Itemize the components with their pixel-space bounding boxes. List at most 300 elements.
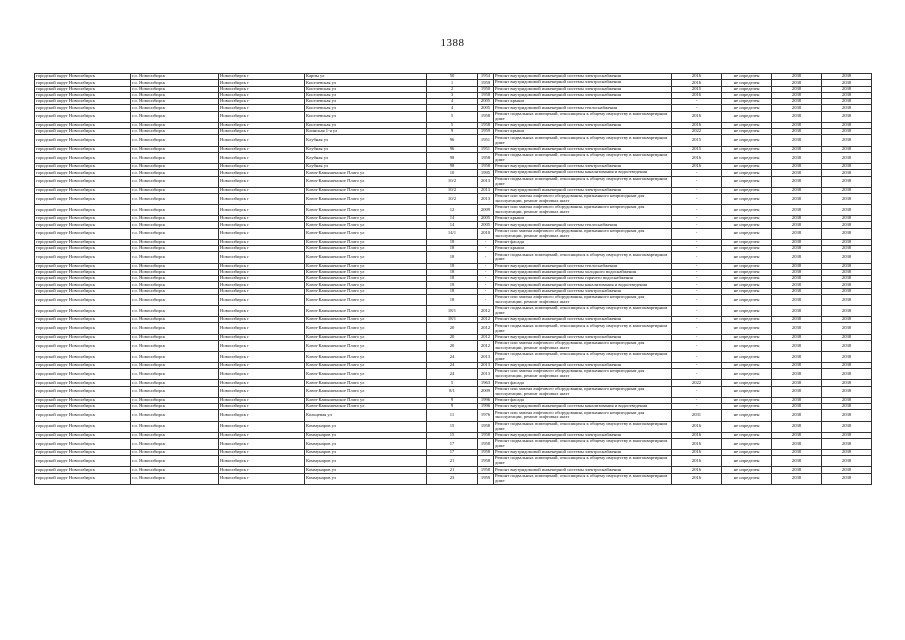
cell-plan-year-start: 2038 [772, 386, 822, 397]
cell-status: не определен [722, 152, 772, 163]
cell-settlement: Новосибирск г [219, 282, 305, 288]
cell-work-type: Ремонт фасада [494, 397, 672, 403]
cell-okrug: городской округ Новосибирск [35, 282, 131, 288]
cell-plan-year-start: 2038 [772, 369, 822, 380]
cell-plan-year-end: 2038 [822, 334, 872, 340]
cell-last-repair-year: - [672, 306, 722, 317]
cell-build-year: - [478, 282, 494, 288]
cell-plan-year-end: 2038 [822, 228, 872, 239]
cell-work-type: Ремонт внутридомовой инженерной системы электроснабжения [494, 317, 672, 323]
cell-last-repair-year: - [672, 351, 722, 362]
cell-house-number: 98 [427, 163, 478, 169]
table-row [35, 176, 872, 187]
cell-last-repair-year: 2016 [672, 122, 722, 128]
cell-status: не определен [722, 340, 772, 351]
cell-work-type: Ремонт фасада [494, 239, 672, 245]
cell-street: Ключ-Камышенское Плато ул [305, 397, 427, 403]
cell-plan-year-start: 2038 [772, 105, 822, 111]
cell-house-number: 18 [427, 294, 478, 305]
cell-build-year: - [478, 269, 494, 275]
cell-plan-year-start: 2038 [772, 282, 822, 288]
cell-okrug: городской округ Новосибирск [35, 92, 131, 98]
cell-house-number: 2 [427, 86, 478, 92]
cell-street: Клинская 1-я ул [305, 129, 427, 135]
cell-build-year: 1963 [478, 380, 494, 386]
table-row [35, 397, 872, 403]
cell-build-year: 2012 [478, 306, 494, 317]
cell-okrug: городской округ Новосибирск [35, 432, 131, 438]
cell-city-okrug: г.о. Новосибирск [131, 92, 219, 98]
cell-street: Клубная ул [305, 152, 427, 163]
cell-settlement: Новосибирск г [219, 351, 305, 362]
cell-plan-year-end: 2038 [822, 222, 872, 228]
cell-house-number: 18 [427, 239, 478, 245]
cell-house-number: 14 [427, 222, 478, 228]
cell-house-number: 11 [427, 410, 478, 421]
cell-settlement: Новосибирск г [219, 438, 305, 449]
cell-plan-year-end: 2038 [822, 317, 872, 323]
cell-build-year: 2005 [478, 99, 494, 105]
cell-status: не определен [722, 386, 772, 397]
cell-status: не определен [722, 421, 772, 432]
cell-settlement: Новосибирск г [219, 99, 305, 105]
table-row [35, 86, 872, 92]
cell-work-type: Ремонт внутридомовой инженерной системы горячего водоснабжения [494, 276, 672, 282]
cell-build-year: 1958 [478, 438, 494, 449]
cell-plan-year-start: 2038 [772, 288, 822, 294]
cell-house-number: 9 [427, 404, 478, 410]
cell-last-repair-year: - [672, 263, 722, 269]
cell-status: не определен [722, 410, 772, 421]
cell-plan-year-end: 2038 [822, 269, 872, 275]
cell-street: Кольцевая ул [305, 410, 427, 421]
cell-house-number: 3 [427, 92, 478, 98]
cell-plan-year-end: 2038 [822, 80, 872, 86]
cell-work-type: Ремонт подвальных помещений, относящихся к общему имуществу в многоквартирном доме [494, 438, 672, 449]
cell-plan-year-end: 2038 [822, 438, 872, 449]
cell-status: не определен [722, 438, 772, 449]
cell-work-type: Ремонт внутридомовой инженерной системы канализования и водоотведения [494, 170, 672, 176]
cell-plan-year-end: 2038 [822, 340, 872, 351]
cell-build-year: - [478, 252, 494, 263]
cell-street: Клубная ул [305, 163, 427, 169]
cell-plan-year-end: 2038 [822, 92, 872, 98]
cell-city-okrug: г.о. Новосибирск [131, 176, 219, 187]
cell-last-repair-year: - [672, 340, 722, 351]
cell-street: Карпы ул [305, 74, 427, 80]
table-row [35, 216, 872, 222]
cell-house-number: 1 [427, 80, 478, 86]
cell-house-number: 4 [427, 105, 478, 111]
cell-last-repair-year: - [672, 334, 722, 340]
cell-settlement: Новосибирск г [219, 222, 305, 228]
cell-plan-year-end: 2038 [822, 152, 872, 163]
cell-work-type: Ремонт внутридомовой инженерной системы теплоснабжения [494, 263, 672, 269]
cell-status: не определен [722, 450, 772, 456]
cell-plan-year-end: 2038 [822, 170, 872, 176]
cell-status: не определен [722, 306, 772, 317]
table-row [35, 252, 872, 263]
cell-house-number: 17 [427, 438, 478, 449]
cell-city-okrug: г.о. Новосибирск [131, 317, 219, 323]
cell-plan-year-start: 2038 [772, 170, 822, 176]
cell-plan-year-start: 2038 [772, 129, 822, 135]
cell-work-type: Ремонт или замена лифтового оборудования, признанного непригодным для эксплуатации, ремонт лифтовых шахт [494, 294, 672, 305]
cell-house-number: 18 [427, 246, 478, 252]
cell-plan-year-start: 2038 [772, 146, 822, 152]
cell-settlement: Новосибирск г [219, 380, 305, 386]
cell-city-okrug: г.о. Новосибирск [131, 99, 219, 105]
cell-plan-year-end: 2038 [822, 135, 872, 146]
cell-plan-year-start: 2038 [772, 467, 822, 473]
cell-last-repair-year: - [672, 246, 722, 252]
cell-plan-year-start: 2038 [772, 456, 822, 467]
cell-settlement: Новосибирск г [219, 252, 305, 263]
cell-status: не определен [722, 269, 772, 275]
cell-plan-year-end: 2038 [822, 111, 872, 122]
cell-city-okrug: г.о. Новосибирск [131, 397, 219, 403]
cell-okrug: городской округ Новосибирск [35, 269, 131, 275]
cell-plan-year-start: 2038 [772, 450, 822, 456]
table-row [35, 170, 872, 176]
cell-okrug: городской округ Новосибирск [35, 369, 131, 380]
cell-plan-year-end: 2038 [822, 187, 872, 193]
cell-house-number: 8/1 [427, 386, 478, 397]
cell-settlement: Новосибирск г [219, 410, 305, 421]
cell-house-number: 10/2 [427, 176, 478, 187]
cell-okrug: городской округ Новосибирск [35, 467, 131, 473]
cell-city-okrug: г.о. Новосибирск [131, 246, 219, 252]
cell-settlement: Новосибирск г [219, 386, 305, 397]
table-row [35, 152, 872, 163]
cell-work-type: Ремонт подвальных помещений, относящихся к общему имуществу в многоквартирном доме [494, 351, 672, 362]
cell-plan-year-end: 2038 [822, 467, 872, 473]
cell-work-type: Ремонт внутридомовой инженерной системы электроснабжения [494, 92, 672, 98]
cell-last-repair-year: - [672, 222, 722, 228]
cell-last-repair-year: - [672, 386, 722, 397]
cell-settlement: Новосибирск г [219, 92, 305, 98]
cell-settlement: Новосибирск г [219, 288, 305, 294]
cell-plan-year-start: 2038 [772, 397, 822, 403]
cell-city-okrug: г.о. Новосибирск [131, 306, 219, 317]
cell-last-repair-year: - [672, 269, 722, 275]
cell-last-repair-year: - [672, 170, 722, 176]
cell-plan-year-start: 2038 [772, 294, 822, 305]
cell-work-type: Ремонт внутридомовой инженерной системы электроснабжения [494, 146, 672, 152]
table-row [35, 193, 872, 204]
cell-settlement: Новосибирск г [219, 80, 305, 86]
cell-build-year: 2009 [478, 386, 494, 397]
cell-plan-year-start: 2038 [772, 205, 822, 216]
cell-city-okrug: г.о. Новосибирск [131, 473, 219, 484]
cell-okrug: городской округ Новосибирск [35, 410, 131, 421]
table-row [35, 228, 872, 239]
cell-street: Ключ-Камышенское Плато ул [305, 269, 427, 275]
cell-work-type: Ремонт внутридомовой инженерной системы электроснабжения [494, 432, 672, 438]
cell-settlement: Новосибирск г [219, 306, 305, 317]
cell-city-okrug: г.о. Новосибирск [131, 222, 219, 228]
cell-okrug: городской округ Новосибирск [35, 122, 131, 128]
cell-status: не определен [722, 146, 772, 152]
table-row [35, 317, 872, 323]
cell-city-okrug: г.о. Новосибирск [131, 111, 219, 122]
cell-build-year: 1958 [478, 152, 494, 163]
cell-city-okrug: г.о. Новосибирск [131, 170, 219, 176]
cell-city-okrug: г.о. Новосибирск [131, 438, 219, 449]
cell-settlement: Новосибирск г [219, 340, 305, 351]
cell-okrug: городской округ Новосибирск [35, 276, 131, 282]
cell-house-number: 17 [427, 450, 478, 456]
cell-okrug: городской округ Новосибирск [35, 263, 131, 269]
cell-last-repair-year: - [672, 216, 722, 222]
cell-okrug: городской округ Новосибирск [35, 152, 131, 163]
cell-okrug: городской округ Новосибирск [35, 421, 131, 432]
cell-city-okrug: г.о. Новосибирск [131, 252, 219, 263]
cell-house-number: 23 [427, 473, 478, 484]
cell-house-number: 9 [427, 397, 478, 403]
cell-last-repair-year: 2016 [672, 92, 722, 98]
cell-status: не определен [722, 228, 772, 239]
cell-build-year: 1958 [478, 122, 494, 128]
cell-city-okrug: г.о. Новосибирск [131, 122, 219, 128]
cell-settlement: Новосибирск г [219, 228, 305, 239]
cell-okrug: городской округ Новосибирск [35, 163, 131, 169]
cell-work-type: Ремонт подвальных помещений, относящихся к общему имуществу в многоквартирном доме [494, 323, 672, 334]
cell-last-repair-year: 2022 [672, 129, 722, 135]
cell-plan-year-end: 2038 [822, 176, 872, 187]
cell-plan-year-end: 2038 [822, 369, 872, 380]
cell-work-type: Ремонт или замена лифтового оборудования, признанного непригодным для эксплуатации, ремонт лифтовых шахт [494, 228, 672, 239]
cell-street: Коммунаров ул [305, 421, 427, 432]
cell-build-year: - [478, 294, 494, 305]
cell-settlement: Новосибирск г [219, 323, 305, 334]
cell-house-number: 18 [427, 276, 478, 282]
cell-status: не определен [722, 129, 772, 135]
cell-house-number: 5 [427, 122, 478, 128]
cell-street: Коммунаров ул [305, 456, 427, 467]
cell-okrug: городской округ Новосибирск [35, 340, 131, 351]
cell-work-type: Ремонт крыши [494, 246, 672, 252]
cell-street: Ключ-Камышенское Плато ул [305, 216, 427, 222]
cell-plan-year-end: 2038 [822, 456, 872, 467]
cell-street: Ключ-Камышенское Плато ул [305, 170, 427, 176]
cell-street: Ключ-Камышенское Плато ул [305, 246, 427, 252]
cell-okrug: городской округ Новосибирск [35, 450, 131, 456]
cell-status: не определен [722, 323, 772, 334]
cell-okrug: городской округ Новосибирск [35, 351, 131, 362]
table-row [35, 163, 872, 169]
cell-build-year: 1958 [478, 450, 494, 456]
cell-settlement: Новосибирск г [219, 317, 305, 323]
cell-last-repair-year: - [672, 105, 722, 111]
cell-house-number: 20 [427, 323, 478, 334]
cell-house-number: 14/1 [427, 228, 478, 239]
cell-house-number: 10 [427, 170, 478, 176]
cell-plan-year-start: 2038 [772, 438, 822, 449]
cell-plan-year-start: 2038 [772, 222, 822, 228]
cell-street: Ключ-Камышенское Плато ул [305, 317, 427, 323]
cell-build-year: 2012 [478, 340, 494, 351]
cell-city-okrug: г.о. Новосибирск [131, 380, 219, 386]
cell-okrug: городской округ Новосибирск [35, 363, 131, 369]
cell-last-repair-year: - [672, 404, 722, 410]
cell-status: не определен [722, 246, 772, 252]
cell-street: Ключ-Камышенское Плато ул [305, 363, 427, 369]
cell-street: Ключ-Камышенское Плато ул [305, 294, 427, 305]
cell-work-type: Ремонт крыши [494, 129, 672, 135]
cell-work-type: Ремонт внутридомовой инженерной системы электроснабжения [494, 450, 672, 456]
table-row [35, 421, 872, 432]
table-row [35, 369, 872, 380]
cell-settlement: Новосибирск г [219, 397, 305, 403]
table-row [35, 74, 872, 80]
table-row [35, 438, 872, 449]
cell-status: не определен [722, 74, 772, 80]
cell-build-year: 2013 [478, 363, 494, 369]
cell-city-okrug: г.о. Новосибирск [131, 404, 219, 410]
cell-settlement: Новосибирск г [219, 122, 305, 128]
cell-work-type: Ремонт или замена лифтового оборудования, признанного непригодным для эксплуатации, ремонт лифтовых шахт [494, 340, 672, 351]
cell-build-year: 2012 [478, 323, 494, 334]
cell-work-type: Ремонт внутридомовой инженерной системы электроснабжения [494, 363, 672, 369]
cell-house-number: 10/2 [427, 187, 478, 193]
table-row [35, 92, 872, 98]
cell-plan-year-end: 2038 [822, 363, 872, 369]
cell-work-type: Ремонт внутридомовой инженерной системы электроснабжения [494, 288, 672, 294]
cell-last-repair-year: 2016 [672, 473, 722, 484]
cell-street: Ключ-Камышенское Плато ул [305, 369, 427, 380]
cell-plan-year-end: 2038 [822, 306, 872, 317]
cell-build-year: 1996 [478, 404, 494, 410]
cell-status: не определен [722, 86, 772, 92]
cell-okrug: городской округ Новосибирск [35, 193, 131, 204]
cell-plan-year-start: 2038 [772, 410, 822, 421]
cell-build-year: 1958 [478, 421, 494, 432]
cell-city-okrug: г.о. Новосибирск [131, 276, 219, 282]
cell-plan-year-start: 2038 [772, 193, 822, 204]
cell-okrug: городской округ Новосибирск [35, 294, 131, 305]
table-row [35, 269, 872, 275]
cell-status: не определен [722, 456, 772, 467]
cell-status: не определен [722, 163, 772, 169]
cell-plan-year-start: 2038 [772, 340, 822, 351]
cell-plan-year-start: 2038 [772, 473, 822, 484]
cell-city-okrug: г.о. Новосибирск [131, 294, 219, 305]
table-row [35, 105, 872, 111]
cell-last-repair-year: - [672, 363, 722, 369]
cell-city-okrug: г.о. Новосибирск [131, 369, 219, 380]
cell-city-okrug: г.о. Новосибирск [131, 163, 219, 169]
table-row [35, 282, 872, 288]
cell-status: не определен [722, 187, 772, 193]
cell-street: Киселевская ул [305, 92, 427, 98]
cell-status: не определен [722, 239, 772, 245]
cell-street: Ключ-Камышенское Плато ул [305, 193, 427, 204]
cell-house-number: 96 [427, 146, 478, 152]
cell-city-okrug: г.о. Новосибирск [131, 323, 219, 334]
cell-work-type: Ремонт подвальных помещений, относящихся к общему имуществу в многоквартирном доме [494, 306, 672, 317]
cell-street: Ключ-Камышенское Плато ул [305, 276, 427, 282]
cell-status: не определен [722, 170, 772, 176]
cell-street: Ключ-Камышенское Плато ул [305, 282, 427, 288]
cell-status: не определен [722, 276, 772, 282]
cell-okrug: городской округ Новосибирск [35, 74, 131, 80]
cell-plan-year-start: 2038 [772, 152, 822, 163]
cell-settlement: Новосибирск г [219, 450, 305, 456]
cell-city-okrug: г.о. Новосибирск [131, 146, 219, 152]
table-row [35, 146, 872, 152]
table-row [35, 80, 872, 86]
cell-plan-year-start: 2038 [772, 263, 822, 269]
cell-house-number: 96 [427, 135, 478, 146]
table-row [35, 294, 872, 305]
cell-city-okrug: г.о. Новосибирск [131, 187, 219, 193]
cell-okrug: городской округ Новосибирск [35, 105, 131, 111]
cell-build-year: 2013 [478, 193, 494, 204]
cell-street: Ключ-Камышенское Плато ул [305, 205, 427, 216]
cell-plan-year-start: 2038 [772, 228, 822, 239]
cell-status: не определен [722, 193, 772, 204]
cell-okrug: городской округ Новосибирск [35, 111, 131, 122]
cell-work-type: Ремонт внутридомовой инженерной системы канализования и водоотведения [494, 282, 672, 288]
cell-plan-year-start: 2038 [772, 80, 822, 86]
cell-last-repair-year: - [672, 176, 722, 187]
cell-street: Коммунаров ул [305, 473, 427, 484]
cell-settlement: Новосибирск г [219, 170, 305, 176]
cell-house-number: 18/1 [427, 317, 478, 323]
page-number: 1388 [440, 37, 465, 49]
cell-last-repair-year: - [672, 276, 722, 282]
cell-settlement: Новосибирск г [219, 135, 305, 146]
cell-street: Коммунаров ул [305, 467, 427, 473]
cell-build-year: 1958 [478, 92, 494, 98]
cell-work-type: Ремонт или замена лифтового оборудования, признанного непригодным для эксплуатации, ремонт лифтовых шахт [494, 386, 672, 397]
cell-okrug: городской округ Новосибирск [35, 205, 131, 216]
cell-house-number: 18 [427, 288, 478, 294]
cell-status: не определен [722, 122, 772, 128]
cell-street: Ключ-Камышенское Плато ул [305, 176, 427, 187]
cell-status: не определен [722, 317, 772, 323]
cell-settlement: Новосибирск г [219, 363, 305, 369]
cell-okrug: городской округ Новосибирск [35, 80, 131, 86]
cell-last-repair-year: 2015 [672, 86, 722, 92]
cell-last-repair-year: 2016 [672, 111, 722, 122]
cell-status: не определен [722, 252, 772, 263]
cell-last-repair-year: - [672, 317, 722, 323]
cell-plan-year-start: 2038 [772, 404, 822, 410]
cell-city-okrug: г.о. Новосибирск [131, 450, 219, 456]
cell-street: Ключ-Камышенское Плато ул [305, 323, 427, 334]
cell-okrug: городской округ Новосибирск [35, 380, 131, 386]
table-row [35, 187, 872, 193]
table-row [35, 246, 872, 252]
cell-work-type: Ремонт крыши [494, 99, 672, 105]
cell-work-type: Ремонт фасада [494, 380, 672, 386]
cell-street: Киселевская ул [305, 122, 427, 128]
cell-build-year: - [478, 288, 494, 294]
cell-status: не определен [722, 282, 772, 288]
cell-last-repair-year: 2015 [672, 135, 722, 146]
table-row [35, 340, 872, 351]
cell-last-repair-year: 2016 [672, 74, 722, 80]
cell-status: не определен [722, 288, 772, 294]
cell-work-type: Ремонт внутридомовой инженерной системы электроснабжения [494, 187, 672, 193]
cell-okrug: городской округ Новосибирск [35, 473, 131, 484]
cell-okrug: городской округ Новосибирск [35, 146, 131, 152]
cell-house-number: 15 [427, 432, 478, 438]
cell-build-year: 2005 [478, 105, 494, 111]
table-row [35, 323, 872, 334]
